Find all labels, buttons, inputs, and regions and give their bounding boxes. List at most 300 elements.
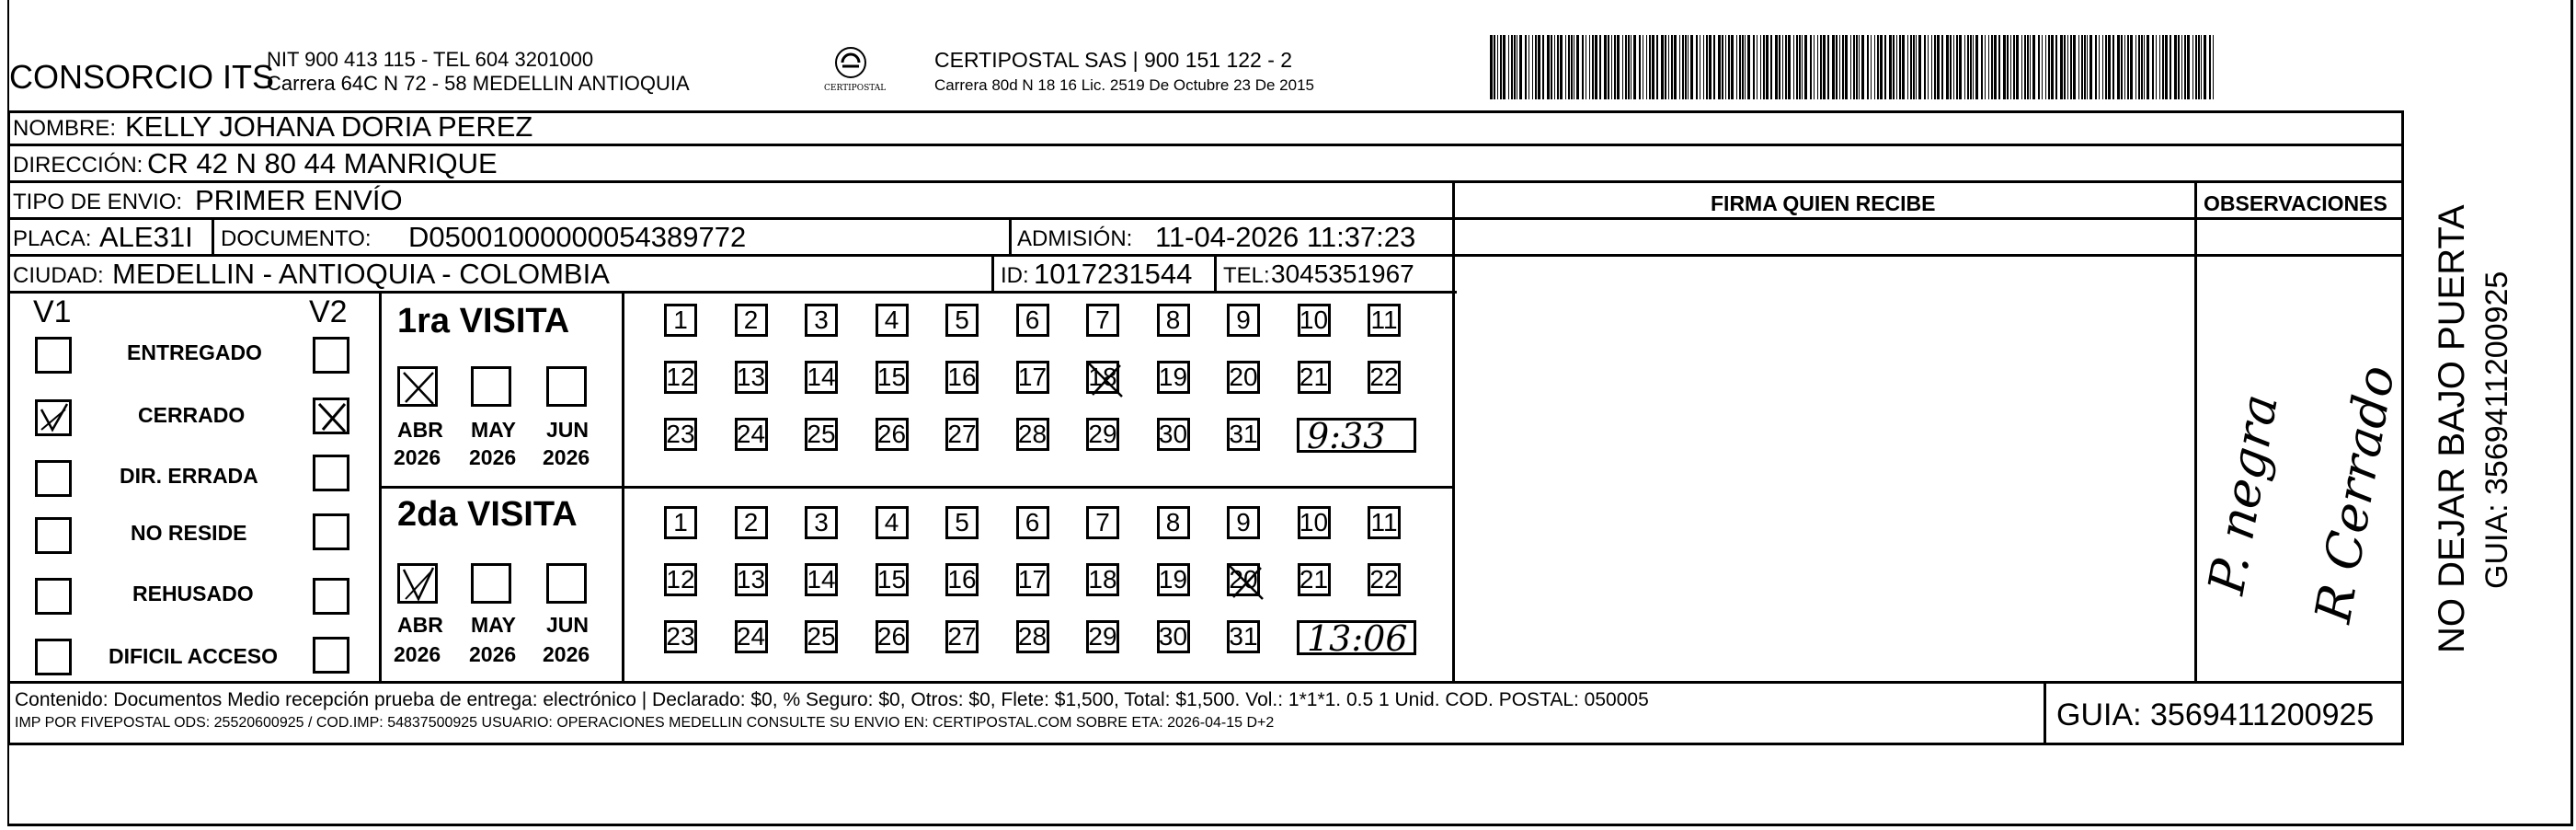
documento-label: DOCUMENTO: xyxy=(221,226,372,251)
barcode-bar xyxy=(2087,35,2088,99)
barcode-bar xyxy=(1810,35,1812,99)
barcode-bar xyxy=(1538,35,1540,99)
barcode-bar xyxy=(1725,35,1726,99)
visit2-day-31[interactable]: 31 xyxy=(1227,620,1260,653)
visit1-year-jun: 2026 xyxy=(543,445,590,469)
barcode-bar xyxy=(2048,35,2050,99)
visit2-day-4[interactable]: 4 xyxy=(876,506,909,539)
barcode-bar xyxy=(1547,35,1550,99)
barcode-bar xyxy=(1709,35,1712,99)
barcode-bar xyxy=(2195,35,2197,99)
barcode-bar xyxy=(1494,35,1495,99)
col-line xyxy=(1009,217,1012,254)
barcode-bar xyxy=(1614,35,1616,99)
barcode-bar xyxy=(2013,35,2015,99)
barcode-bar xyxy=(1604,35,1607,99)
barcode-bar xyxy=(2024,35,2026,99)
barcode-bar xyxy=(2184,35,2186,99)
visit1-day-24[interactable]: 24 xyxy=(735,418,768,451)
visit2-day-3[interactable]: 3 xyxy=(805,506,838,539)
ciudad-value: MEDELLIN - ANTIOQUIA - COLOMBIA xyxy=(112,258,610,290)
barcode-bar xyxy=(1490,35,1493,99)
visit2-day-14[interactable]: 14 xyxy=(805,563,838,596)
barcode-bar xyxy=(1785,35,1787,99)
v1-cerrado-checkbox[interactable] xyxy=(35,399,72,436)
visit2-day-12[interactable]: 12 xyxy=(664,563,697,596)
barcode-bar xyxy=(2073,35,2076,99)
barcode-bar xyxy=(2156,35,2157,99)
barcode-bar xyxy=(1799,35,1801,99)
nombre-label: NOMBRE: xyxy=(13,116,117,141)
barcode-bar xyxy=(1998,35,2000,99)
v1-entregado-checkbox[interactable] xyxy=(35,337,72,374)
visit2-day-23[interactable]: 23 xyxy=(664,620,697,653)
carrier-address: Carrera 80d N 18 16 Lic. 2519 De Octubre 23 De 2015 xyxy=(934,76,1314,94)
visit1-day-15[interactable]: 15 xyxy=(876,361,909,394)
barcode-bar xyxy=(1668,35,1669,99)
barcode-bar xyxy=(1853,35,1855,99)
barcode-bar xyxy=(1782,35,1783,99)
visit1-day-22[interactable]: 22 xyxy=(1368,361,1401,394)
barcode-bar xyxy=(2084,35,2086,99)
footer-imp: IMP POR FIVEPOSTAL ODS: 25520600925 / COD.IMP: 54837500925 USUARIO: OPERACIONES MEDELLIN CONSULTE SU ENVIO EN: CERTIPOSTAL.COM SOBRE ETA: 2026-04-15 D+2 xyxy=(15,715,1275,731)
barcode-bar xyxy=(2117,35,2120,99)
barcode-bar xyxy=(2165,35,2168,99)
barcode-bar xyxy=(1753,35,1755,99)
barcode-bar xyxy=(1823,35,1826,99)
barcode-bar xyxy=(2138,35,2140,99)
barcode-bar xyxy=(1928,35,1929,99)
visit2-day-2[interactable]: 2 xyxy=(735,506,768,539)
barcode-bar xyxy=(2121,35,2123,99)
visit1-day-25[interactable]: 25 xyxy=(805,418,838,451)
barcode-bar xyxy=(2105,35,2107,99)
barcode-bar xyxy=(2170,35,2171,99)
visit1-day-28[interactable]: 28 xyxy=(1016,418,1049,451)
barcode-bar xyxy=(1679,35,1680,99)
barcode-bar xyxy=(1924,35,1926,99)
visit1-month-may: MAY xyxy=(471,418,516,442)
barcode-bar xyxy=(2130,35,2133,99)
row-line xyxy=(379,486,1452,489)
barcode-bar xyxy=(1511,35,1513,99)
visit2-day-10[interactable]: 10 xyxy=(1298,506,1331,539)
cross-mark xyxy=(1228,564,1265,601)
barcode-bar xyxy=(1731,35,1734,99)
barcode-bar xyxy=(1867,35,1869,99)
barcode-bar xyxy=(1589,35,1590,99)
barcode-bar xyxy=(1528,35,1529,99)
barcode-bar xyxy=(1525,35,1527,99)
barcode-bar xyxy=(2201,35,2202,99)
visit1-day-30[interactable]: 30 xyxy=(1157,418,1190,451)
barcode-bar xyxy=(1836,35,1838,99)
barcode-bar xyxy=(1973,35,1974,99)
v2-entregado-checkbox[interactable] xyxy=(313,337,349,374)
visit2-day-8[interactable]: 8 xyxy=(1157,506,1190,539)
barcode-bar xyxy=(1652,35,1654,99)
barcode-bar xyxy=(1893,35,1895,99)
barcode-bar xyxy=(1779,35,1780,99)
barcode-bar xyxy=(1788,35,1791,99)
col-line xyxy=(1452,180,1455,681)
barcode-bar xyxy=(2108,35,2111,99)
direccion-value: CR 42 N 80 44 MANRIQUE xyxy=(147,147,498,179)
visit1-day-31[interactable]: 31 xyxy=(1227,418,1260,451)
barcode-bar xyxy=(1820,35,1822,99)
status-entregado: ENTREGADO xyxy=(127,340,262,364)
obs-hand-line-2: R Cerrado xyxy=(2304,361,2407,628)
visit2-day-19[interactable]: 19 xyxy=(1157,563,1190,596)
barcode-bar xyxy=(1850,35,1851,99)
barcode-bar xyxy=(1937,35,1940,99)
barcode-bar xyxy=(1889,35,1892,99)
barcode-bar xyxy=(1874,35,1875,99)
barcode-bar xyxy=(1913,35,1915,99)
visit2-day-5[interactable]: 5 xyxy=(945,506,979,539)
visit1-day-29[interactable]: 29 xyxy=(1086,418,1119,451)
barcode-bar xyxy=(1918,35,1921,99)
barcode-bar xyxy=(1775,35,1778,99)
tipo-label: TIPO DE ENVIO: xyxy=(13,190,183,214)
status-cerrado: CERRADO xyxy=(138,403,246,427)
barcode-bar xyxy=(1649,35,1651,99)
visit2-day-11[interactable]: 11 xyxy=(1368,506,1401,539)
barcode-bar xyxy=(1953,35,1954,99)
visit2-day-17[interactable]: 17 xyxy=(1016,563,1049,596)
barcode-bar xyxy=(1861,35,1864,99)
barcode-bar xyxy=(1766,35,1769,99)
barcode-bar xyxy=(1718,35,1721,99)
carrier-name: CERTIPOSTAL SAS | 900 151 122 - 2 xyxy=(934,48,1293,72)
barcode-bar xyxy=(1747,35,1750,99)
visit2-day-24[interactable]: 24 xyxy=(735,620,768,653)
barcode-bar xyxy=(1703,35,1704,99)
visit1-month-abr-checkbox[interactable] xyxy=(397,366,438,407)
barcode-bar xyxy=(1902,35,1905,99)
barcode-bar xyxy=(2064,35,2066,99)
observaciones-handwriting xyxy=(2196,294,2407,663)
barcode-bar xyxy=(1880,35,1883,99)
barcode-bar xyxy=(1907,35,1908,99)
status-no-reside: NO RESIDE xyxy=(131,521,247,545)
barcode-bar xyxy=(1696,35,1698,99)
visit1-day-16[interactable]: 16 xyxy=(945,361,979,394)
barcode-bar xyxy=(1910,35,1912,99)
barcode-bar xyxy=(1959,35,1962,99)
visit2-year-abr: 2026 xyxy=(394,642,441,666)
logo-text: CERTIPOSTAL xyxy=(824,84,887,93)
row-line xyxy=(7,291,1457,294)
visit1-time-box[interactable] xyxy=(1297,416,1416,456)
v1-no-reside-checkbox[interactable] xyxy=(35,517,72,554)
visit2-time-box[interactable] xyxy=(1297,618,1416,659)
visit1-month-may-checkbox[interactable] xyxy=(471,366,511,407)
col-line xyxy=(2044,681,2046,745)
visit2-day-6[interactable]: 6 xyxy=(1016,506,1049,539)
visit2-day-22[interactable]: 22 xyxy=(1368,563,1401,596)
admision-label: ADMISIÓN: xyxy=(1017,226,1133,251)
barcode-bar xyxy=(1796,35,1798,99)
barcode-bar xyxy=(2060,35,2063,99)
barcode-bar xyxy=(2045,35,2046,99)
barcode-bar xyxy=(1770,35,1772,99)
barcode-bar xyxy=(2042,35,2043,99)
cross-mark xyxy=(1087,362,1124,398)
visit1-month-jun-checkbox[interactable] xyxy=(546,366,587,407)
id-label: ID: xyxy=(1001,263,1029,288)
barcode-bar xyxy=(2038,35,2040,99)
v2-no-reside-checkbox[interactable] xyxy=(313,513,349,550)
visit2-month-jun-checkbox[interactable] xyxy=(546,563,587,604)
barcode-bar xyxy=(1985,35,1986,99)
visit2-day-7[interactable]: 7 xyxy=(1086,506,1119,539)
barcode-bar xyxy=(2027,35,2029,99)
barcode-bar xyxy=(2124,35,2125,99)
barcode-bar xyxy=(1946,35,1949,99)
v2-rehusado-checkbox[interactable] xyxy=(313,578,349,615)
barcode-bar xyxy=(1554,35,1555,99)
visit1-day-7[interactable]: 7 xyxy=(1086,304,1119,337)
visit1-day-19[interactable]: 19 xyxy=(1157,361,1190,394)
visit1-month-abr: ABR xyxy=(397,418,443,442)
barcode-bar xyxy=(2213,35,2214,99)
barcode-bar xyxy=(1628,35,1630,99)
barcode-bar xyxy=(1542,35,1544,99)
row-line xyxy=(7,254,1457,257)
visit2-day-18[interactable]: 18 xyxy=(1086,563,1119,596)
barcode-bar xyxy=(2204,35,2206,99)
visit1-time: 9:33 xyxy=(1307,416,1386,456)
v1-rehusado-checkbox[interactable] xyxy=(35,578,72,615)
barcode-bar xyxy=(2051,35,2054,99)
barcode-bar xyxy=(2070,35,2072,99)
barcode-bar xyxy=(1582,35,1584,99)
barcode-bar xyxy=(1535,35,1537,99)
barcode-bar xyxy=(1608,35,1609,99)
visit1-day-18[interactable]: 18 xyxy=(1086,361,1119,394)
barcode-bar xyxy=(1519,35,1522,99)
visit2-month-abr-checkbox[interactable] xyxy=(397,563,438,604)
company-name: CONSORCIO ITS xyxy=(9,58,275,96)
status-dir-errada: DIR. ERRADA xyxy=(120,464,258,488)
visit2-year-may: 2026 xyxy=(469,642,517,666)
company-nit-tel: NIT 900 413 115 - TEL 604 3201000 xyxy=(267,48,594,71)
barcode-bar xyxy=(1859,35,1860,99)
visit1-day-1[interactable]: 1 xyxy=(664,304,697,337)
barcode-bar xyxy=(1941,35,1943,99)
barcode-bar xyxy=(1625,35,1627,99)
visit2-time: 13:06 xyxy=(1307,618,1408,659)
barcode-bar xyxy=(2174,35,2177,99)
visit1-day-14[interactable]: 14 xyxy=(805,361,838,394)
visit2-day-15[interactable]: 15 xyxy=(876,563,909,596)
barcode-bar xyxy=(1646,35,1647,99)
barcode-bar xyxy=(1592,35,1594,99)
barcode-bar xyxy=(1713,35,1715,99)
visit1-day-6[interactable]: 6 xyxy=(1016,304,1049,337)
visit2-day-21[interactable]: 21 xyxy=(1298,563,1331,596)
barcode-bar xyxy=(1682,35,1684,99)
barcode-bar xyxy=(2007,35,2009,99)
barcode-bar xyxy=(1497,35,1498,99)
barcode-bar xyxy=(1665,35,1666,99)
tipo-value: PRIMER ENVÍO xyxy=(195,184,403,216)
visit1-day-11[interactable]: 11 xyxy=(1368,304,1401,337)
barcode-bar xyxy=(1814,35,1815,99)
barcode-bar xyxy=(1899,35,1901,99)
barcode-bar xyxy=(1931,35,1932,99)
barcode-bar xyxy=(1745,35,1746,99)
barcode-bar xyxy=(1617,35,1620,99)
ciudad-label: CIUDAD: xyxy=(13,263,104,288)
barcode-bar xyxy=(1793,35,1794,99)
col-line xyxy=(1214,254,1217,291)
visit2-day-13[interactable]: 13 xyxy=(735,563,768,596)
barcode-bar xyxy=(1970,35,1972,99)
visit1-day-21[interactable]: 21 xyxy=(1298,361,1331,394)
barcode-bar xyxy=(1688,35,1689,99)
barcode-bar xyxy=(1674,35,1677,99)
barcode-bar xyxy=(2162,35,2164,99)
visit2-day-29[interactable]: 29 xyxy=(1086,620,1119,653)
visit2-day-1[interactable]: 1 xyxy=(664,506,697,539)
barcode-bar xyxy=(1551,35,1552,99)
visit1-year-abr: 2026 xyxy=(394,445,441,469)
barcode-bar xyxy=(2032,35,2035,99)
barcode-bar xyxy=(1722,35,1723,99)
visit1-year-may: 2026 xyxy=(469,445,517,469)
v1-label: V1 xyxy=(33,294,72,329)
barcode-bar xyxy=(1839,35,1840,99)
visit2-day-26[interactable]: 26 xyxy=(876,620,909,653)
barcode-bar xyxy=(2192,35,2193,99)
barcode-bar xyxy=(1804,35,1807,99)
barcode-bar xyxy=(1611,35,1612,99)
barcode xyxy=(1490,35,2216,99)
barcode-bar xyxy=(1656,35,1658,99)
barcode-bar xyxy=(2187,35,2190,99)
v1-dir-errada-checkbox[interactable] xyxy=(35,460,72,497)
visit1-day-26[interactable]: 26 xyxy=(876,418,909,451)
barcode-bar xyxy=(2127,35,2129,99)
visit2-month-may: MAY xyxy=(471,613,516,637)
barcode-bar xyxy=(1739,35,1741,99)
barcode-bar xyxy=(1595,35,1597,99)
barcode-bar xyxy=(2089,35,2092,99)
barcode-bar xyxy=(1964,35,1965,99)
visit2-day-25[interactable]: 25 xyxy=(805,620,838,653)
barcode-bar xyxy=(2181,35,2182,99)
v2-cerrado-checkbox[interactable] xyxy=(313,398,349,434)
barcode-bar xyxy=(1991,35,1993,99)
visit1-day-5[interactable]: 5 xyxy=(945,304,979,337)
barcode-bar xyxy=(1576,35,1579,99)
barcode-bar xyxy=(1871,35,1872,99)
visit1-title: 1ra VISITA xyxy=(397,302,570,340)
barcode-bar xyxy=(2010,35,2011,99)
barcode-bar xyxy=(2144,35,2145,99)
visit2-title: 2da VISITA xyxy=(397,495,578,534)
barcode-bar xyxy=(2141,35,2143,99)
v2-dir-errada-checkbox[interactable] xyxy=(313,455,349,491)
barcode-bar xyxy=(1736,35,1737,99)
visit1-day-8[interactable]: 8 xyxy=(1157,304,1190,337)
barcode-bar xyxy=(1557,35,1559,99)
certipostal-logo xyxy=(809,44,892,99)
visit2-day-9[interactable]: 9 xyxy=(1227,506,1260,539)
barcode-bar xyxy=(1690,35,1693,99)
visit1-day-17[interactable]: 17 xyxy=(1016,361,1049,394)
footer-guia: GUIA: 3569411200925 xyxy=(2056,697,2375,732)
placa-label: PLACA: xyxy=(13,226,92,251)
barcode-bar xyxy=(1832,35,1835,99)
direccion-label: DIRECCIÓN: xyxy=(13,153,143,178)
v2-label: V2 xyxy=(309,294,348,329)
visit2-year-jun: 2026 xyxy=(543,642,590,666)
visit2-month-abr: ABR xyxy=(397,613,443,637)
visit2-day-27[interactable]: 27 xyxy=(945,620,979,653)
barcode-bar xyxy=(2067,35,2068,99)
visit1-day-12[interactable]: 12 xyxy=(664,361,697,394)
visit2-day-28[interactable]: 28 xyxy=(1016,620,1049,653)
barcode-bar xyxy=(1532,35,1533,99)
visit1-day-23[interactable]: 23 xyxy=(664,418,697,451)
visit1-day-4[interactable]: 4 xyxy=(876,304,909,337)
barcode-bar xyxy=(1742,35,1744,99)
company-address: Carrera 64C N 72 - 58 MEDELLIN ANTIOQUIA xyxy=(267,72,690,95)
barcode-bar xyxy=(2099,35,2100,99)
row-line xyxy=(7,217,2404,220)
visit1-day-2[interactable]: 2 xyxy=(735,304,768,337)
visit1-day-9[interactable]: 9 xyxy=(1227,304,1260,337)
visit2-day-30[interactable]: 30 xyxy=(1157,620,1190,653)
admision-value: 11-04-2026 11:37:23 xyxy=(1155,221,1416,253)
barcode-bar xyxy=(1877,35,1879,99)
visit2-month-may-checkbox[interactable] xyxy=(471,563,511,604)
tel-label: TEL: xyxy=(1223,263,1270,288)
barcode-bar xyxy=(2112,35,2114,99)
visit2-day-20[interactable]: 20 xyxy=(1227,563,1260,596)
row-line xyxy=(7,144,2404,146)
visit1-day-20[interactable]: 20 xyxy=(1227,361,1260,394)
barcode-bar xyxy=(1661,35,1664,99)
barcode-bar xyxy=(1500,35,1502,99)
barcode-bar xyxy=(1827,35,1829,99)
v2-dificil-acceso-checkbox[interactable] xyxy=(313,637,349,674)
obs-hand-line-1: P. negra xyxy=(2196,389,2290,599)
barcode-bar xyxy=(1916,35,1917,99)
barcode-bar xyxy=(1706,35,1708,99)
barcode-bar xyxy=(2159,35,2160,99)
barcode-bar xyxy=(1568,35,1570,99)
v1-dificil-acceso-checkbox[interactable] xyxy=(35,639,72,675)
barcode-bar xyxy=(1988,35,1989,99)
visit1-day-13[interactable]: 13 xyxy=(735,361,768,394)
visit2-day-16[interactable]: 16 xyxy=(945,563,979,596)
barcode-bar xyxy=(1760,35,1761,99)
visit1-day-3[interactable]: 3 xyxy=(805,304,838,337)
visit1-day-10[interactable]: 10 xyxy=(1298,304,1331,337)
visit1-day-27[interactable]: 27 xyxy=(945,418,979,451)
visit1-month-jun: JUN xyxy=(546,418,590,442)
id-value: 1017231544 xyxy=(1034,258,1193,290)
barcode-bar xyxy=(1565,35,1566,99)
barcode-bar xyxy=(2016,35,2019,99)
observaciones-header: OBSERVACIONES xyxy=(2204,191,2387,215)
placa-value: ALE31I xyxy=(99,221,193,253)
barcode-bar xyxy=(2081,35,2083,99)
